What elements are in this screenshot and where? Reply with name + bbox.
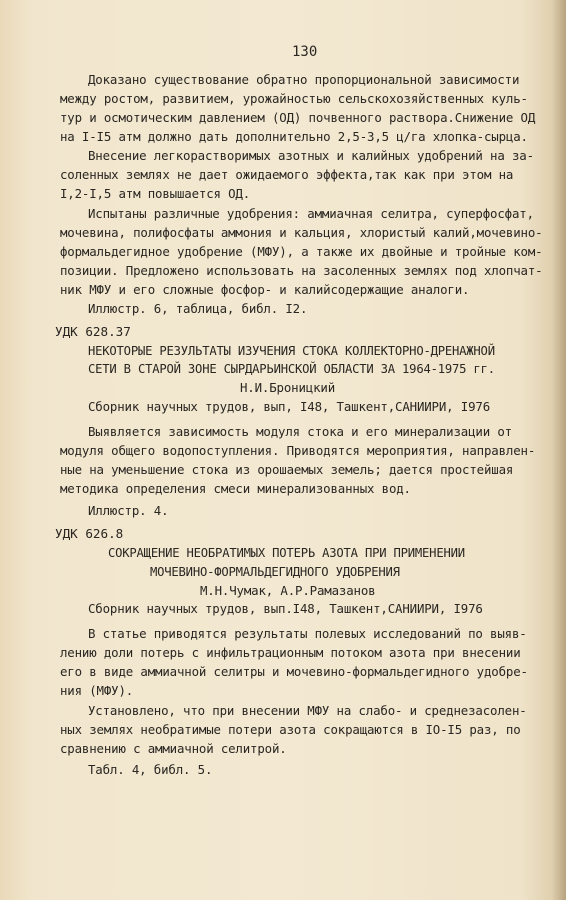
text-line: Табл. 4, библ. 5.: [88, 762, 213, 777]
entry-title-line: МОЧЕВИНО-ФОРМАЛЬДЕГИДНОГО УДОБРЕНИЯ: [150, 565, 400, 579]
entry-title-line: НЕКОТОРЫЕ РЕЗУЛЬТАТЫ ИЗУЧЕНИЯ СТОКА КОЛЛЕКТОРНО-ДРЕНАЖНОЙ: [88, 344, 495, 358]
text-line: ные на уменьшение стока из орошаемых земель; дается простейшая: [60, 462, 514, 477]
text-line: лению доли потерь с инфильтрационным потоком азота при внесении: [60, 645, 521, 660]
entry-author: Н.И.Броницкий: [240, 380, 336, 395]
text-line: ных землях необратимые потери азота сокращаются в IO-I5 раз, по: [60, 722, 521, 737]
text-line: В статье приводятся результаты полевых исследований по выяв-: [88, 626, 527, 641]
entry-title-line: СОКРАЩЕНИЕ НЕОБРАТИМЫХ ПОТЕРЬ АЗОТА ПРИ ПРИМЕНЕНИИ: [108, 546, 465, 560]
entry-title-line: СЕТИ В СТАРОЙ ЗОНЕ СЫРДАРЬИНСКОЙ ОБЛАСТИ ЗА 1964-1975 гг.: [88, 362, 495, 376]
text-line: модуля общего водопоступления. Приводятся мероприятия, направлен-: [60, 443, 536, 458]
text-line: ния (МФУ).: [60, 683, 134, 698]
text-line: его в виде аммиачной селитры и мочевино-формальдегидного удобре-: [60, 664, 528, 679]
entry-source: Сборник научных трудов, вып, I48, Ташкент,САНИИРИ, I976: [88, 399, 491, 414]
text-line: I,2-I,5 атм повышается ОД.: [60, 186, 251, 201]
text-line: на I-I5 атм должно дать дополнительно 2,5-3,5 ц/га хлопка-сырца.: [60, 129, 528, 144]
text-line: ник МФУ и его сложные фосфор- и калийсодержащие аналоги.: [60, 282, 470, 297]
text-line: методика определения смеси минерализованных вод.: [60, 481, 411, 496]
text-line: Иллюстр. 4.: [88, 503, 169, 518]
text-line: позиции. Предложено использовать на засоленных землях под хлопчат-: [60, 263, 543, 278]
text-line: сравнению с аммиачной селитрой.: [60, 741, 287, 756]
entry-author: М.Н.Чумак, А.Р.Рамазанов: [200, 583, 376, 598]
text-line: Иллюстр. 6, таблица, библ. I2.: [88, 301, 308, 316]
text-line: между ростом, развитием, урожайностью сельскохозяйственных куль-: [60, 91, 528, 106]
text-line: Внесение легкорастворимых азотных и калийных удобрений на за-: [88, 148, 534, 163]
page-number: 130: [292, 44, 318, 60]
entry-source: Сборник научных трудов, вып.I48, Ташкент,САНИИРИ, I976: [88, 601, 483, 616]
text-line: соленных землях не дает ожидаемого эффекта,так как при этом на: [60, 167, 514, 182]
text-line: формальдегидное удобрение (МФУ), а также их двойные и тройные ком-: [60, 244, 543, 259]
text-line: Испытаны различные удобрения: аммиачная селитра, суперфосфат,: [88, 206, 534, 221]
udk-code: УДК 628.37: [55, 324, 131, 339]
text-line: Выявляется зависимость модуля стока и его минерализации от: [88, 424, 512, 439]
text-line: Установлено, что при внесении МФУ на слабо- и среднезасолен-: [88, 703, 527, 718]
book-spine-shadow: [552, 0, 566, 900]
text-line: мочевина, полифосфаты аммония и кальция, хлористый калий,мочевино-: [60, 225, 543, 240]
udk-code: УДК 626.8: [55, 526, 124, 541]
text-line: тур и осмотическим давлением (ОД) почвенного раствора.Снижение ОД: [60, 110, 536, 125]
text-line: Доказано существование обратно пропорциональной зависимости: [88, 72, 520, 87]
